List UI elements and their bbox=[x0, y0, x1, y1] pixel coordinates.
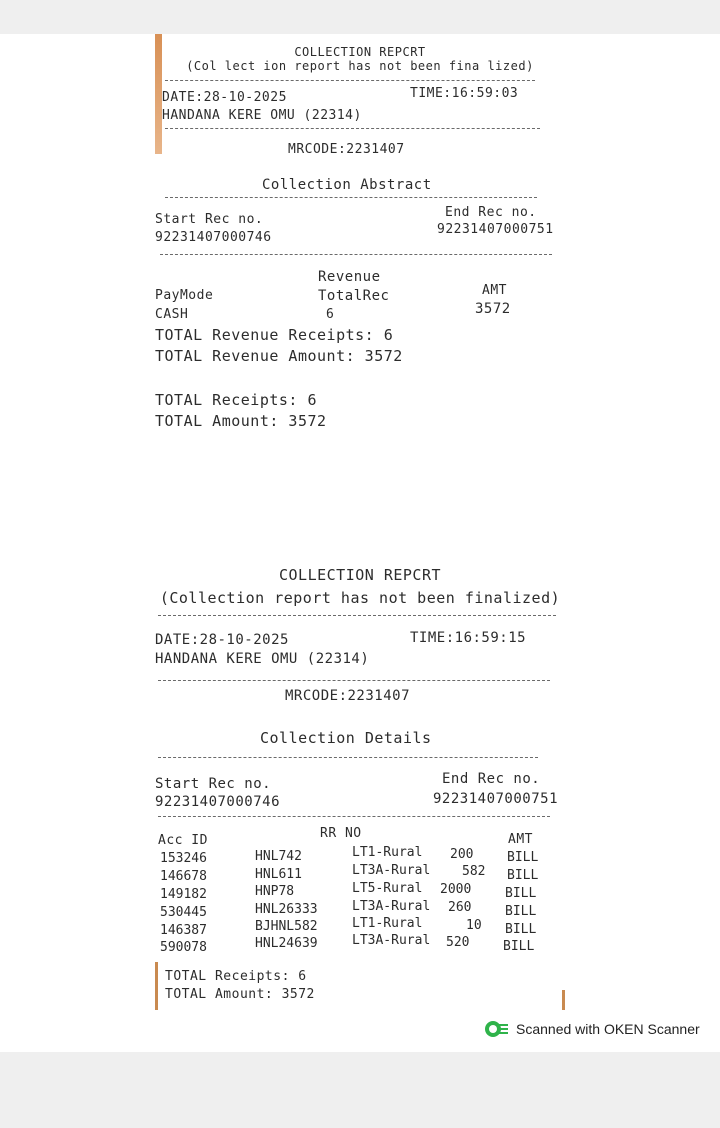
divider bbox=[158, 680, 550, 681]
mr-code: MRCODE:2231407 bbox=[288, 142, 405, 157]
divider bbox=[165, 128, 540, 129]
receipt-location: HANDANA KERE OMU (22314) bbox=[162, 108, 362, 123]
receipt-time: TIME:16:59:15 bbox=[410, 630, 527, 646]
receipt-time: TIME:16:59:03 bbox=[410, 86, 519, 101]
divider bbox=[160, 254, 552, 255]
receipt-subtitle: (Col lect ion report has not been fina lized) bbox=[186, 59, 534, 73]
acc-id-cell: 149182 bbox=[160, 887, 207, 902]
paper-edge-shadow bbox=[155, 962, 158, 1010]
amt-header: AMT bbox=[508, 832, 533, 847]
scanner-watermark bbox=[484, 1019, 700, 1039]
amt-value: 3572 bbox=[475, 301, 511, 317]
amt-header: AMT bbox=[482, 283, 507, 298]
divider bbox=[158, 757, 538, 758]
tariff-cell: LT3A-Rural bbox=[352, 933, 431, 948]
amt-cell: 260 bbox=[448, 900, 472, 915]
receipt-date: DATE:28-10-2025 bbox=[155, 632, 289, 648]
totalrec-value: 6 bbox=[326, 307, 335, 322]
receipt-date: DATE:28-10-2025 bbox=[162, 90, 287, 105]
tariff-cell: LT5-Rural bbox=[352, 881, 423, 896]
rr-no-cell: HNL611 bbox=[255, 867, 302, 882]
section-title: Collection Details bbox=[260, 729, 432, 747]
end-rec-value: 92231407000751 bbox=[433, 791, 559, 807]
rr-no-cell: BJHNL582 bbox=[255, 919, 318, 934]
amt-cell: 520 bbox=[446, 935, 470, 950]
mode-cell: BILL bbox=[503, 939, 535, 954]
mode-cell: BILL bbox=[507, 868, 539, 883]
divider bbox=[158, 816, 550, 817]
section-title: Collection Abstract bbox=[262, 177, 432, 193]
acc-id-cell: 146387 bbox=[160, 923, 207, 938]
acc-id-cell: 153246 bbox=[160, 851, 207, 866]
receipt-title: COLLECTION REPCRT bbox=[294, 45, 426, 59]
amt-cell: 200 bbox=[450, 847, 474, 862]
revenue-header: Revenue bbox=[318, 269, 381, 285]
acc-id-header: Acc ID bbox=[158, 833, 208, 848]
acc-id-cell: 590078 bbox=[160, 940, 207, 955]
mode-cell: BILL bbox=[505, 904, 537, 919]
mode-cell: BILL bbox=[505, 922, 537, 937]
end-rec-label: End Rec no. bbox=[442, 771, 541, 787]
total-receipts: TOTAL Receipts: 6 bbox=[155, 391, 318, 409]
end-rec-value: 92231407000751 bbox=[437, 222, 554, 237]
totalrec-header: TotalRec bbox=[318, 288, 390, 304]
acc-id-cell: 530445 bbox=[160, 905, 207, 920]
rr-no-cell: HNL742 bbox=[255, 849, 302, 864]
total-amount: TOTAL Amount: 3572 bbox=[165, 987, 315, 1002]
tariff-cell: LT1-Rural bbox=[352, 916, 423, 931]
start-rec-label: Start Rec no. bbox=[155, 776, 272, 792]
receipt-subtitle: (Collection report has not been finalized) bbox=[159, 589, 561, 607]
mr-code: MRCODE:2231407 bbox=[285, 688, 411, 704]
receipt-location: HANDANA KERE OMU (22314) bbox=[155, 651, 370, 667]
start-rec-value: 92231407000746 bbox=[155, 230, 272, 245]
tariff-cell: LT1-Rural bbox=[352, 845, 423, 860]
amt-cell: 2000 bbox=[440, 882, 472, 897]
tariff-cell: LT3A-Rural bbox=[352, 899, 431, 914]
divider bbox=[165, 197, 537, 198]
oken-scanner-logo-icon bbox=[484, 1019, 510, 1039]
start-rec-label: Start Rec no. bbox=[155, 212, 264, 227]
paymode-value: CASH bbox=[155, 307, 189, 322]
amt-cell: 10 bbox=[466, 918, 482, 933]
amt-cell: 582 bbox=[462, 864, 486, 879]
total-revenue-receipts: TOTAL Revenue Receipts: 6 bbox=[155, 326, 394, 344]
divider bbox=[158, 615, 556, 616]
tariff-cell: LT3A-Rural bbox=[352, 863, 431, 878]
total-receipts: TOTAL Receipts: 6 bbox=[165, 969, 307, 984]
rr-no-cell: HNP78 bbox=[255, 884, 295, 899]
start-rec-value: 92231407000746 bbox=[155, 794, 281, 810]
divider bbox=[165, 80, 535, 81]
total-amount: TOTAL Amount: 3572 bbox=[155, 412, 327, 430]
total-revenue-amount: TOTAL Revenue Amount: 3572 bbox=[155, 347, 403, 365]
rr-no-cell: HNL26333 bbox=[255, 902, 318, 917]
end-rec-label: End Rec no. bbox=[445, 205, 537, 220]
mode-cell: BILL bbox=[507, 850, 539, 865]
rr-no-header: RR NO bbox=[320, 826, 362, 841]
scanner-label: Scanned with OKEN Scanner bbox=[516, 1021, 700, 1037]
paper-edge-shadow bbox=[562, 990, 565, 1010]
receipt-title: COLLECTION REPCRT bbox=[278, 566, 442, 584]
mode-cell: BILL bbox=[505, 886, 537, 901]
paymode-header: PayMode bbox=[155, 288, 214, 303]
acc-id-cell: 146678 bbox=[160, 869, 207, 884]
rr-no-cell: HNL24639 bbox=[255, 936, 318, 951]
